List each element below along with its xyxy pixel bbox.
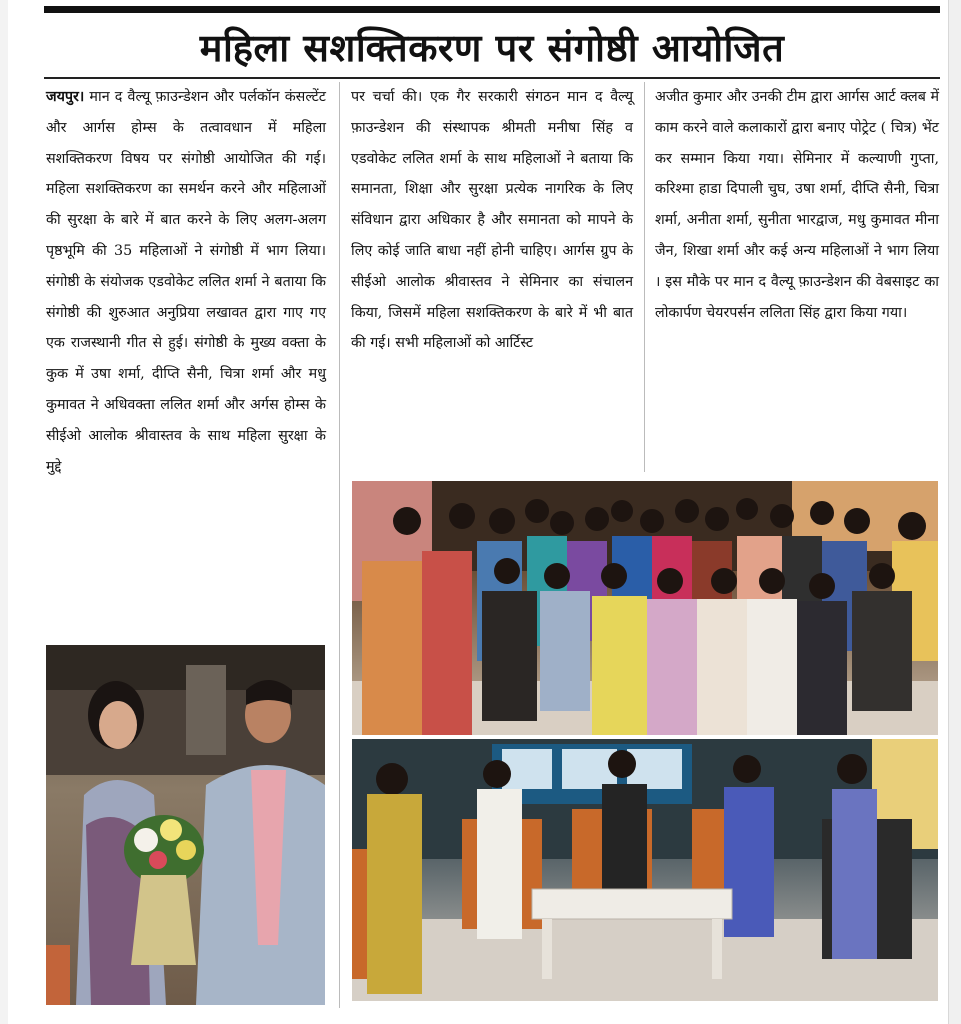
headline: महिला सशक्तिकरण पर संगोष्ठी आयोजित	[199, 26, 785, 70]
photo-bouquet-presentation-image	[46, 645, 325, 1005]
top-rule	[44, 6, 940, 13]
photo-group-participants	[352, 481, 938, 735]
photo-bouquet-presentation	[46, 645, 325, 1005]
column-1-text: मान द वैल्यू फ़ाउन्डेशन और पर्लकॉन कंसल्टेंट और आर्गस होम्स के तत्वावधान में महिला सशक्तिकरण विषय पर संगोष्ठी आयोजित की गई। महिला सशक्तिकरण का समर्थन करने और महिलाओं की सुरक्षा के बारे में बात करने के लिए अलग-अलग पृष्ठभूमि की 35 महिलाओं ने संगोष्ठी में भाग लिया। संगोष्ठी के संयोजक एडवोकेट ललित शर्मा ने बताया कि संगोष्ठी की शुरुआत अनुप्रिया लखावत द्वारा गाए गए एक राजस्थानी गीत से हुई। संगोष्ठी के मुख्य वक्ता के कुक में उषा शर्मा, दीप्ति सैनी, चित्रा शर्मा और मधु कुमावत ने अधिवक्ता ललित शर्मा और अर्गस होम्स के सीईओ आलोक श्रीवास्तव के साथ महिला सुरक्षा के मुद्दे	[46, 89, 326, 475]
page-edge-right	[948, 0, 961, 1024]
column-3-text: अजीत कुमार और उनकी टीम द्वारा आर्गस आर्ट क्लब में काम करने वाले कलाकारों द्वारा बनाए पोट्रेट ( चित्र) भेंट कर सम्मान किया गया। सेमिनार में कल्याणी गुप्ता, करिश्मा हाडा दिपाली चुघ, उषा शर्मा, दीप्ति सैनी, चित्रा शर्मा, अनीता शर्मा, सुनीता भारद्वाज, मधु कुमावत मीना जैन, शिखा शर्मा और कई अन्य महिलाओं ने भाग लिया । इस मौके पर मान द वैल्यू फ़ाउन्डेशन की वेबसाइट का लोकार्पण चेयरपर्सन ललिता सिंह द्वारा किया गया।	[655, 89, 939, 321]
headline-rule	[44, 77, 940, 79]
photo-panel-discussion-image	[352, 739, 938, 1001]
article-column-3	[655, 82, 939, 328]
column-separator-1	[339, 82, 340, 1008]
column-separator-2	[644, 82, 645, 472]
article-column-1	[46, 82, 326, 482]
photo-panel-discussion	[352, 739, 938, 1001]
photo-group-participants-image	[352, 481, 938, 735]
article-column-2	[351, 82, 633, 359]
dateline: जयपुर।	[46, 89, 85, 105]
page-edge-left	[0, 0, 8, 1024]
column-2-text: पर चर्चा की। एक गैर सरकारी संगठन मान द वैल्यू फ़ाउन्डेशन की संस्थापक श्रीमती मनीषा सिंह व एडवोकेट ललित शर्मा के साथ महिलाओं ने बताया कि समानता, शिक्षा और सुरक्षा प्रत्येक नागरिक के लिए संविधान द्वारा अधिकार है और समानता को मापने के लिए कोई जाति बाधा नहीं होनी चाहिए। आर्गस ग्रुप के सीईओ आलोक श्रीवास्तव ने सेमिनार का संचालन किया, जिसमें महिला सशक्तिकरण के बारे में भी बात की गई। सभी महिलाओं को आर्टिस्ट	[351, 89, 633, 352]
